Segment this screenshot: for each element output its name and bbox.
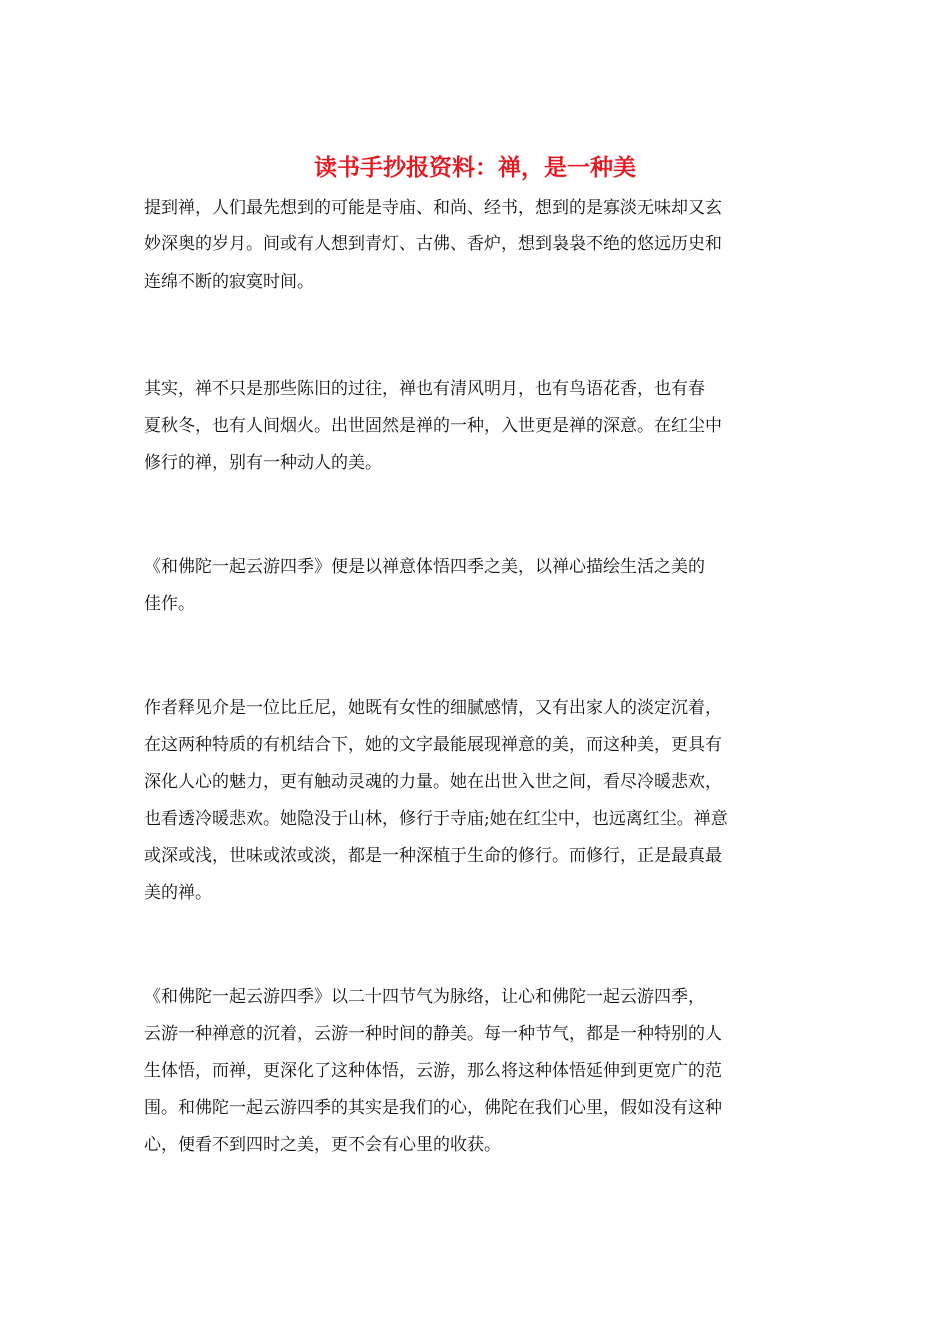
paragraph-1-line-3: 连绵不断的寂寞时间。 (144, 272, 314, 292)
paragraph-1-line-1: 提到禅，人们最先想到的可能是寺庙、和尚、经书，想到的是寡淡无味却又玄 (144, 198, 722, 218)
paragraph-4-line-6: 美的禅。 (144, 883, 212, 903)
document-title: 读书手抄报资料：禅，是一种美 (314, 154, 636, 181)
paragraph-4-line-1: 作者释见介是一位比丘尼，她既有女性的细腻感情，又有出家人的淡定沉着， (144, 698, 722, 718)
paragraph-4-line-3: 深化人心的魅力，更有触动灵魂的力量。她在出世入世之间，看尽冷暖悲欢， (144, 772, 722, 792)
paragraph-3-line-1: 《和佛陀一起云游四季》便是以禅意体悟四季之美，以禅心描绘生活之美的 (144, 557, 705, 577)
paragraph-5-line-3: 生体悟，而禅，更深化了这种体悟，云游，那么将这种体悟延伸到更宽广的范 (144, 1061, 722, 1081)
paragraph-1-line-2: 妙深奥的岁月。间或有人想到青灯、古佛、香炉，想到袅袅不绝的悠远历史和 (144, 234, 722, 254)
paragraph-2-line-3: 修行的禅，别有一种动人的美。 (144, 453, 382, 473)
paragraph-4-line-4: 也看透冷暖悲欢。她隐没于山林，修行于寺庙;她在红尘中，也远离红尘。禅意 (144, 809, 728, 829)
paragraph-5-line-1: 《和佛陀一起云游四季》以二十四节气为脉络，让心和佛陀一起云游四季， (144, 987, 705, 1007)
paragraph-5-line-5: 心，便看不到四时之美，更不会有心里的收获。 (144, 1135, 501, 1155)
paragraph-5-line-4: 围。和佛陀一起云游四季的其实是我们的心，佛陀在我们心里，假如没有这种 (144, 1098, 722, 1118)
paragraph-3-line-2: 佳作。 (144, 594, 195, 614)
paragraph-5-line-2: 云游一种禅意的沉着，云游一种时间的静美。每一种节气，都是一种特别的人 (144, 1024, 722, 1044)
paragraph-2-line-1: 其实，禅不只是那些陈旧的过往，禅也有清风明月，也有鸟语花香，也有春 (144, 379, 705, 399)
paragraph-4-line-5: 或深或浅，世味或浓或淡，都是一种深植于生命的修行。而修行，正是最真最 (144, 846, 722, 866)
paragraph-2-line-2: 夏秋冬，也有人间烟火。出世固然是禅的一种，入世更是禅的深意。在红尘中 (144, 416, 722, 436)
paragraph-4-line-2: 在这两种特质的有机结合下，她的文字最能展现禅意的美，而这种美，更具有 (144, 735, 722, 755)
